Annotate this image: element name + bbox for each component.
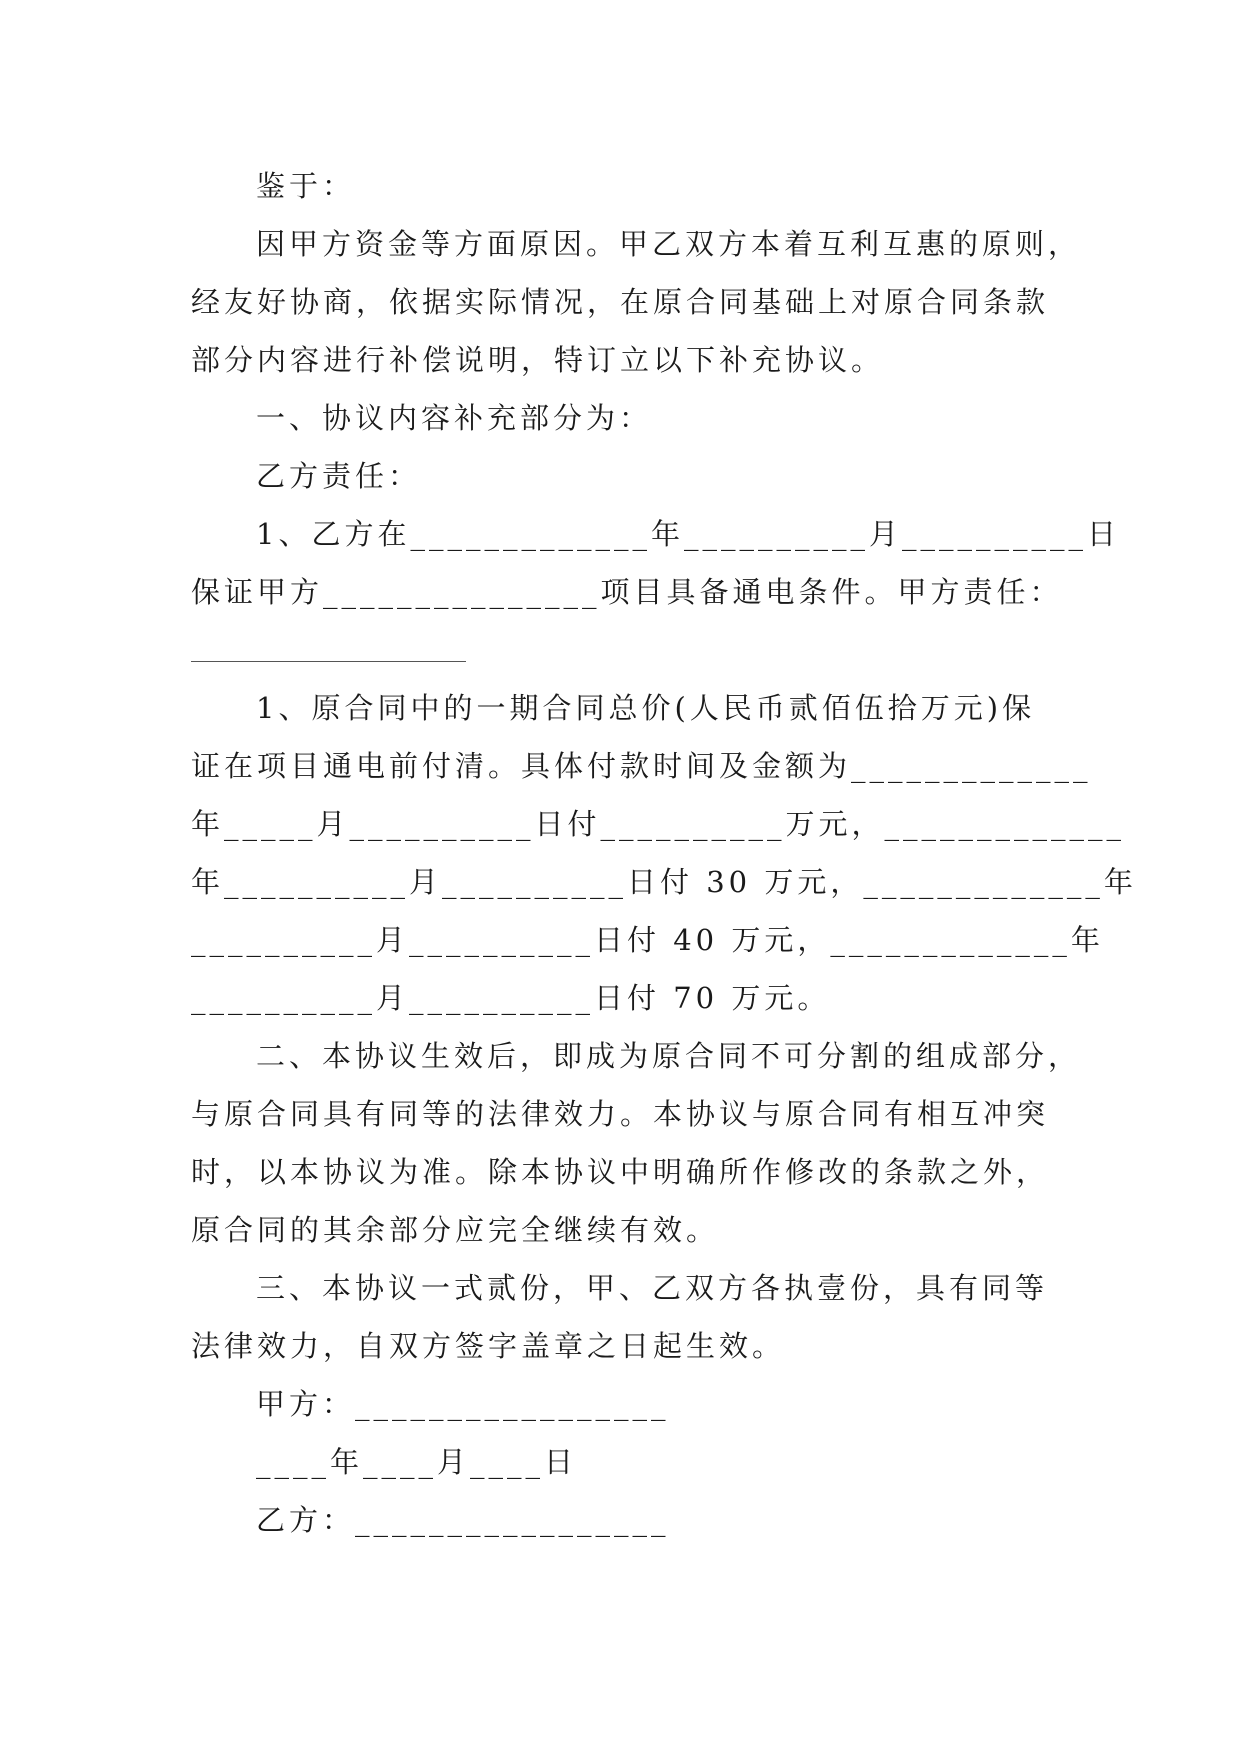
section-2-line-4: 原合同的其余部分应完全继续有效。 [191,1213,720,1247]
section-2-line-1: 二、本协议生效后，即成为原合同不可分割的组成部分， [256,1039,1082,1073]
section-3-line-1: 三、本协议一式贰份，甲、乙双方各执壹份，具有同等 [256,1271,1049,1305]
signature-date: ____年____月____日 [256,1445,578,1479]
section-3-line-2: 法律效力，自双方签字盖章之日起生效。 [191,1329,786,1363]
payment-line-4: 年__________月__________日付 30 万元，_____________年 [191,865,1137,899]
party-b-signature: 乙方：_________________ [256,1503,670,1537]
section-1-heading: 一、协议内容补充部分为： [256,401,653,435]
preamble-line-2: 经友好协商，依据实际情况，在原合同基础上对原合同条款 [191,285,1050,319]
payment-line-3: 年_____月__________日付__________万元，_____________ [191,807,1126,841]
party-a-signature: 甲方：_________________ [256,1387,670,1421]
preamble-line-1: 因甲方资金等方面原因。甲乙双方本着互利互惠的原则， [256,227,1082,261]
section-2-line-2: 与原合同具有同等的法律效力。本协议与原合同有相互冲突 [191,1097,1050,1131]
payment-line-2: 证在项目通电前付清。具体付款时间及金额为_____________ [191,749,1092,783]
section-2-line-3: 时，以本协议为准。除本协议中明确所作修改的条款之外， [191,1155,1050,1189]
payment-line-5: __________月__________日付 40 万元，_____________年 [191,923,1104,957]
party-a-duty-blank [191,661,466,662]
party-b-duty-line-2: 保证甲方_______________项目具备通电条件。甲方责任： [191,575,1063,609]
payment-line-1: 1、原合同中的一期合同总价(人民币贰佰伍拾万元)保 [256,691,1036,725]
salutation: 鉴于： [256,169,356,203]
preamble-line-3: 部分内容进行补偿说明，特订立以下补充协议。 [191,343,885,377]
payment-line-6: __________月__________日付 70 万元。 [191,981,831,1015]
party-b-duty-line-1: 1、乙方在_____________年__________月__________日 [256,517,1120,551]
party-b-duty-heading: 乙方责任： [256,459,422,493]
